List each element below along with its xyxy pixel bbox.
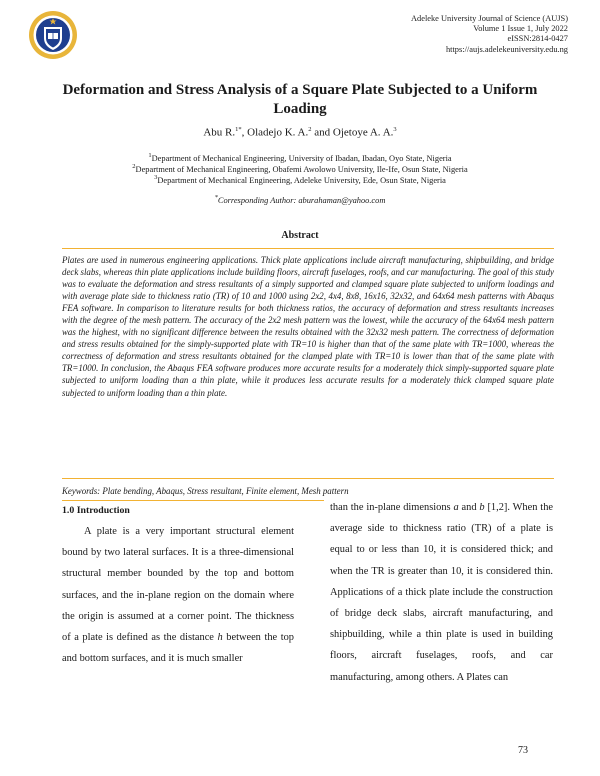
abstract-heading: Abstract — [281, 230, 319, 241]
keywords: Keywords: Plate bending, Abaqus, Stress resultant, Finite element, Mesh pattern — [62, 486, 349, 496]
author-list — [40, 126, 560, 139]
intro-text: [1,2]. When the average side to thickness ratio (TR) of a plate is equal to or less than 10, it is considered thick; and when the TR is greater than 10, it is considered thin. Applications of a thick plate include the construction of bridge deck slabs, aircraft manufacturing, and shipbuilding, while a thin plate is used in building floors, aircraft fuselages, roofs, and car manufacturing, among others. A Plates can — [330, 502, 553, 683]
intro-right-column — [330, 497, 553, 688]
intro-text: between the top and bottom surfaces, and it is much smaller — [62, 632, 294, 665]
intro-left-column — [62, 521, 294, 669]
journal-volume: Volume 1 Issue 1, July 2022 — [473, 24, 568, 34]
intro-text: and — [458, 502, 480, 513]
corresponding-sup: * — [214, 194, 218, 201]
journal-issn: eISSN:2814-0427 — [507, 34, 568, 44]
author-name: Abu R. — [203, 126, 236, 139]
abstract-text: Plates are used in numerous engineering applications. Thick plate applications include aircraft manufacturing, shipbuilding, and bridge deck slabs, whereas thin plate applications include building floors, aircraft fuselages, roofs, and car manufacturing. The goal of this study was to evaluate the deformation and stress resultants of a simply supported and clamped square plate subjected to uniform loadings and with average plate side to thickness ratio (TR) of 10 and 1000 using 2x2, 4x4, 8x8, 16x16, 32x32, and 64x64 mesh patterns with Abaqus FEA software. In comparison to literature results for both thickness ratios, the accuracy of deformation and stress resultants increases with the degree of the mesh pattern. The accuracy of the 2x2 mesh pattern was the lowest, while the accuracy of the 64x64 mesh pattern was the highest, with no significant difference between the results obtained with the 32x32 mesh pattern. The correctness of deformation and stress results obtained for the simply-supported plate with TR=10 is higher than that of the same plate with TR=1000, whereas the correctness of deformation and stress resultants obtained for the clamped plate with TR=10 is lower than that of the same plate with TR=1000. In conclusion, the Abaqus FEA software produces more accurate results for a moderately thick simply-supported square plate subjected to uniform loading than a thin plate, while it produces less accurate results for a moderately thick clamped square plate subjected to uniform loading than a thin plate. — [62, 255, 554, 398]
author-name: Ojetoye A. A. — [332, 126, 394, 139]
abstract-bottom-rule — [62, 478, 554, 479]
affiliation — [40, 173, 560, 186]
author-name: Oladejo K. A. — [247, 126, 309, 139]
page-number: 73 — [518, 745, 528, 756]
author-and: and — [311, 126, 333, 139]
abstract-top-rule — [62, 248, 554, 249]
author-sup: 1* — [235, 126, 242, 133]
author-sup: 3 — [393, 126, 397, 133]
affiliation-text: Department of Mechanical Engineering, Adeleke University, Ede, Osun State, Nigeria — [157, 175, 446, 185]
symbol-b: b — [479, 502, 485, 513]
journal-header — [308, 14, 568, 55]
intro-paragraph — [62, 521, 294, 669]
paper-title: Deformation and Stress Analysis of a Square Plate Subjected to a Uniform Loading — [62, 82, 538, 117]
section-heading: 1.0 Introduction — [62, 505, 130, 516]
affiliation-text: Department of Mechanical Engineering, University of Ibadan, Ibadan, Oyo State, Nigeria — [151, 153, 452, 163]
affiliation-sup: 3 — [154, 174, 158, 181]
section-rule — [62, 500, 324, 501]
journal-name: Adeleke University Journal of Science (AUJS) — [411, 14, 568, 23]
university-logo — [28, 10, 78, 60]
intro-text: than the in-plane dimensions — [330, 502, 454, 513]
author-sup: 2 — [308, 126, 312, 133]
symbol-h: h — [217, 632, 223, 644]
journal-url[interactable]: https://aujs.adelekeuniversity.edu.ng — [445, 44, 568, 54]
symbol-a: a — [453, 502, 459, 513]
intro-text: A plate is a very important structural element bound by two lateral surfaces. It is a three-dimensional structural member bounded by the top and bottom surfaces, and the in-plane region on the domain where the origin is assumed at a corner point. The thickness of a plate is defined as the distance — [62, 526, 294, 644]
author-separator: , — [241, 126, 248, 139]
affiliation-text: Department of Mechanical Engineering, Obafemi Awolowo University, Ile-Ife, Osun State, Nigeria — [135, 164, 468, 174]
affiliation-sup: 1 — [148, 152, 152, 159]
affiliation-sup: 2 — [132, 163, 136, 170]
corresponding-text: Corresponding Author: aburahaman@yahoo.com — [217, 195, 386, 205]
corresponding-author — [40, 194, 560, 205]
